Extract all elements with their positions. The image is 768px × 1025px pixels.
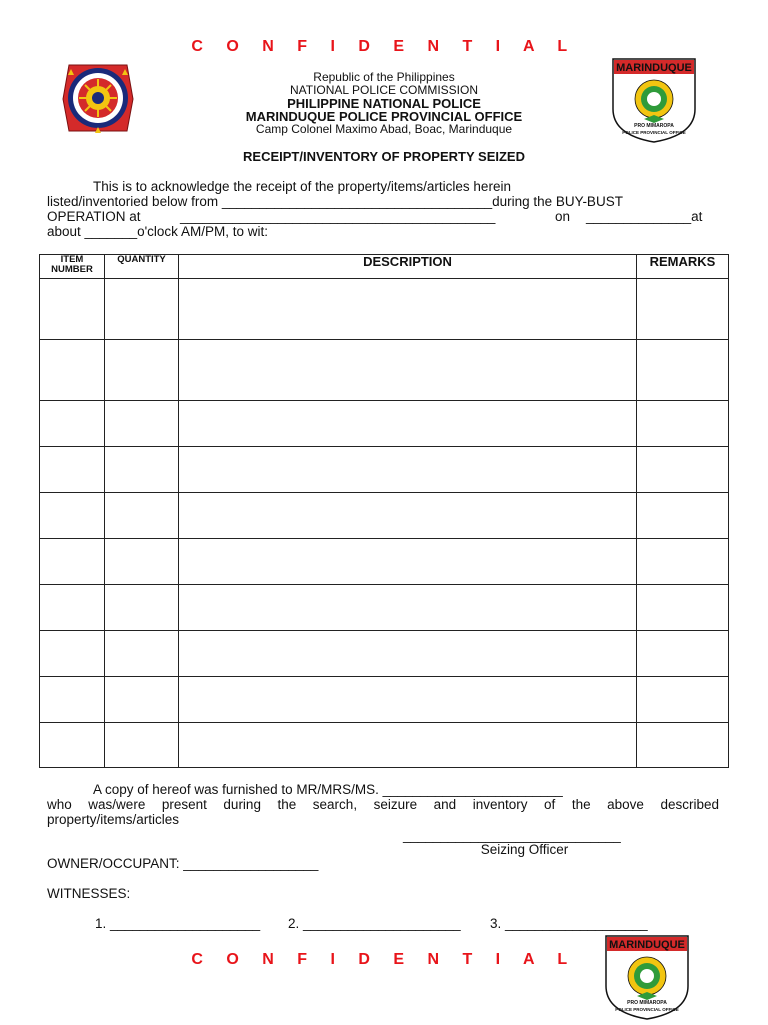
witness-1-field: 1. ____________________	[95, 916, 261, 931]
table-cell[interactable]	[179, 585, 637, 631]
marinduque-seal-logo-footer	[604, 934, 690, 1025]
table-cell[interactable]	[637, 340, 729, 401]
table-cell[interactable]	[40, 340, 105, 401]
table-row	[40, 539, 729, 585]
table-cell[interactable]	[637, 585, 729, 631]
table-cell[interactable]	[105, 585, 179, 631]
letterhead-line: NATIONAL POLICE COMMISSION	[289, 83, 479, 97]
table-cell[interactable]	[105, 677, 179, 723]
owner-occupant-field: OWNER/OCCUPANT: __________________	[47, 856, 319, 871]
svg-text:PRO MIMAROPA: PRO MIMAROPA	[627, 1000, 667, 1006]
letterhead-line: Republic of the Philippines	[313, 70, 455, 84]
table-cell[interactable]	[179, 340, 637, 401]
table-cell[interactable]	[40, 401, 105, 447]
table-cell[interactable]	[40, 493, 105, 539]
confidential-header: C O N F I D E N T I A L	[191, 38, 577, 55]
column-header-quantity: QUANTITY	[105, 255, 179, 279]
intro-line: listed/inventoried below from ____________________________________during the BUY-BUST	[47, 194, 623, 209]
table-cell[interactable]	[179, 723, 637, 768]
svg-text:PRO MIMAROPA: PRO MIMAROPA	[634, 123, 674, 129]
copy-paragraph	[47, 782, 719, 827]
table-cell[interactable]	[179, 401, 637, 447]
location-blank: __________________________________________	[180, 209, 496, 224]
table-cell[interactable]	[40, 279, 105, 340]
intro-paragraph	[47, 179, 719, 239]
svg-text:POLICE PROVINCIAL OFFICE: POLICE PROVINCIAL OFFICE	[615, 1007, 679, 1012]
witness-3-field: 3. ___________________	[490, 916, 648, 931]
date-blank: ______________at	[586, 209, 703, 224]
table-cell[interactable]	[637, 401, 729, 447]
copy-line: who was/were present during the search, seizure and inventory of the above described	[47, 797, 719, 812]
table-row	[40, 340, 729, 401]
table-cell[interactable]	[105, 631, 179, 677]
table-header-row	[40, 255, 729, 279]
table-cell[interactable]	[40, 539, 105, 585]
table-cell[interactable]	[637, 447, 729, 493]
table-cell[interactable]	[40, 447, 105, 493]
letterhead-line: Camp Colonel Maximo Abad, Boac, Marinduque	[255, 122, 513, 136]
table-cell[interactable]	[179, 493, 637, 539]
table-cell[interactable]	[637, 677, 729, 723]
table-cell[interactable]	[40, 585, 105, 631]
svg-text:MARINDUQUE: MARINDUQUE	[616, 62, 692, 74]
letterhead-line: PHILIPPINE NATIONAL POLICE	[287, 96, 481, 111]
seizing-officer-label: Seizing Officer	[480, 842, 569, 857]
copy-line: A copy of hereof was furnished to MR/MRS/MS. ________________________	[93, 782, 563, 797]
table-row	[40, 493, 729, 539]
table-cell[interactable]	[637, 539, 729, 585]
table-cell[interactable]	[105, 279, 179, 340]
table-cell[interactable]	[179, 677, 637, 723]
witnesses-label: WITNESSES:	[47, 886, 131, 901]
table-cell[interactable]	[105, 401, 179, 447]
table-cell[interactable]	[637, 723, 729, 768]
document-title: RECEIPT/INVENTORY OF PROPERTY SEIZED	[243, 149, 525, 164]
table-cell[interactable]	[105, 493, 179, 539]
table-row	[40, 723, 729, 768]
letterhead	[200, 71, 568, 136]
table-cell[interactable]	[637, 493, 729, 539]
witness-2-field: 2. _____________________	[288, 916, 461, 931]
table-row	[40, 279, 729, 340]
table-cell[interactable]	[105, 447, 179, 493]
table-cell[interactable]	[179, 447, 637, 493]
svg-text:MARINDUQUE: MARINDUQUE	[609, 939, 685, 951]
svg-text:POLICE PROVINCIAL OFFICE: POLICE PROVINCIAL OFFICE	[622, 130, 686, 135]
letterhead-line: MARINDUQUE POLICE PROVINCIAL OFFICE	[245, 109, 523, 124]
seizing-officer-signature-line: _____________________________	[403, 828, 621, 843]
table-cell[interactable]	[179, 279, 637, 340]
table-cell[interactable]	[637, 279, 729, 340]
intro-text: OPERATION at	[47, 209, 141, 224]
table-cell[interactable]	[179, 631, 637, 677]
table-row	[40, 677, 729, 723]
column-header-item-number: ITEM NUMBER	[40, 255, 105, 279]
intro-text: on	[555, 209, 571, 224]
table-cell[interactable]	[179, 539, 637, 585]
table-cell[interactable]	[105, 723, 179, 768]
inventory-table	[39, 254, 729, 768]
table-row	[40, 585, 729, 631]
intro-line: about _______o'clock AM/PM, to wit:	[47, 224, 268, 239]
table-row	[40, 447, 729, 493]
column-header-description: DESCRIPTION	[179, 255, 637, 279]
marinduque-seal-logo	[611, 57, 697, 148]
table-cell[interactable]	[105, 340, 179, 401]
confidential-footer: C O N F I D E N T I A L	[191, 951, 577, 968]
table-cell[interactable]	[40, 631, 105, 677]
table-cell[interactable]	[105, 539, 179, 585]
column-header-remarks: REMARKS	[637, 255, 729, 279]
table-cell[interactable]	[637, 631, 729, 677]
intro-line	[47, 209, 719, 224]
copy-line: property/items/articles	[47, 812, 180, 827]
table-row	[40, 631, 729, 677]
pnp-seal-logo	[61, 59, 135, 142]
table-cell[interactable]	[40, 677, 105, 723]
intro-line: This is to acknowledge the receipt of the property/items/articles herein	[93, 179, 511, 194]
table-cell[interactable]	[40, 723, 105, 768]
table-row	[40, 401, 729, 447]
